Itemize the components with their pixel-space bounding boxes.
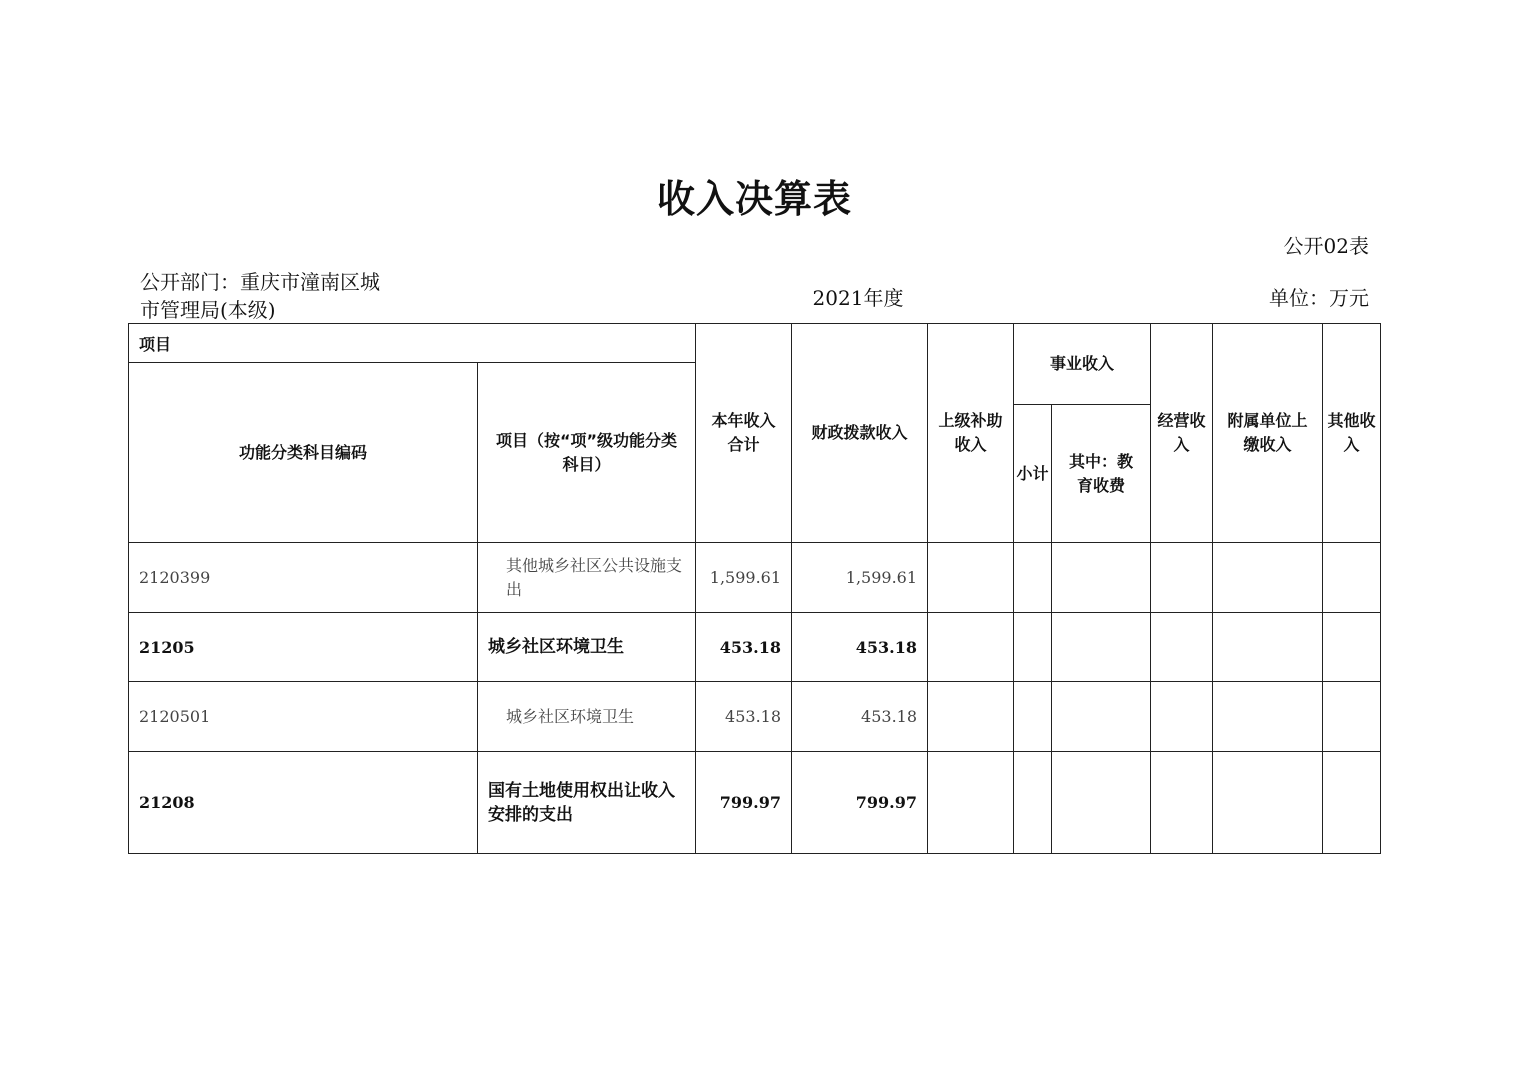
department-line-1: 公开部门：重庆市潼南区城: [140, 270, 380, 294]
row-cell-empty: [1323, 682, 1381, 752]
row-cell-empty: [1014, 752, 1052, 854]
row-cell-empty: [928, 752, 1014, 854]
row-cell-empty: [1052, 613, 1151, 682]
row-cell-empty: [1213, 682, 1323, 752]
header-func-code: 功能分类科目编码: [129, 363, 478, 543]
row-cell-empty: [1323, 543, 1381, 613]
row-cell-empty: [1213, 752, 1323, 854]
row-code: 21208: [129, 752, 478, 854]
header-total: 本年收入合计: [696, 324, 792, 543]
row-cell-empty: [1213, 613, 1323, 682]
row-name: 城乡社区环境卫生: [478, 682, 696, 752]
row-fiscal: 1,599.61: [792, 543, 928, 613]
row-fiscal: 453.18: [792, 682, 928, 752]
header-row-1: [129, 324, 1381, 363]
header-superior: 上级补助收入: [928, 324, 1014, 543]
row-cell-empty: [1323, 752, 1381, 854]
row-name: 国有土地使用权出让收入安排的支出: [478, 752, 696, 854]
income-table: [128, 323, 1381, 854]
row-name: 其他城乡社区公共设施支出: [478, 543, 696, 613]
page-title: 收入决算表: [656, 177, 852, 221]
header-edu-fee: 其中：教育收费: [1052, 405, 1151, 543]
row-cell-empty: [1052, 682, 1151, 752]
table-row: [129, 752, 1381, 854]
row-cell-empty: [1052, 543, 1151, 613]
row-cell-empty: [1014, 543, 1052, 613]
row-total: 453.18: [696, 682, 792, 752]
header-subtotal: 小计: [1014, 405, 1052, 543]
row-cell-empty: [1323, 613, 1381, 682]
form-number: 公开02表: [1283, 234, 1369, 258]
row-cell-empty: [1052, 752, 1151, 854]
row-code: 21205: [129, 613, 478, 682]
unit-label: 单位：万元: [1269, 286, 1369, 310]
header-other: 其他收入: [1323, 324, 1381, 543]
row-total: 799.97: [696, 752, 792, 854]
department-line-2: 市管理局(本级): [140, 298, 276, 322]
table-row: [129, 682, 1381, 752]
row-cell-empty: [1151, 613, 1213, 682]
row-cell-empty: [1151, 682, 1213, 752]
row-fiscal: 799.97: [792, 752, 928, 854]
row-total: 1,599.61: [696, 543, 792, 613]
row-cell-empty: [1151, 752, 1213, 854]
row-cell-empty: [1213, 543, 1323, 613]
header-fiscal: 财政拨款收入: [792, 324, 928, 543]
header-project: 项目: [129, 324, 696, 363]
row-cell-empty: [928, 543, 1014, 613]
header-item-name: 项目（按“项”级功能分类科目）: [478, 363, 696, 543]
row-name: 城乡社区环境卫生: [478, 613, 696, 682]
department-label: [140, 268, 420, 324]
row-cell-empty: [1151, 543, 1213, 613]
table-row: [129, 613, 1381, 682]
table-row: [129, 543, 1381, 613]
header-operating: 经营收入: [1151, 324, 1213, 543]
row-cell-empty: [928, 613, 1014, 682]
row-fiscal: 453.18: [792, 613, 928, 682]
fiscal-year: 2021年度: [812, 286, 904, 310]
row-code: 2120399: [129, 543, 478, 613]
row-cell-empty: [1014, 682, 1052, 752]
row-cell-empty: [1014, 613, 1052, 682]
row-cell-empty: [928, 682, 1014, 752]
row-total: 453.18: [696, 613, 792, 682]
row-code: 2120501: [129, 682, 478, 752]
header-affiliated: 附属单位上缴收入: [1213, 324, 1323, 543]
header-business: 事业收入: [1014, 324, 1151, 405]
